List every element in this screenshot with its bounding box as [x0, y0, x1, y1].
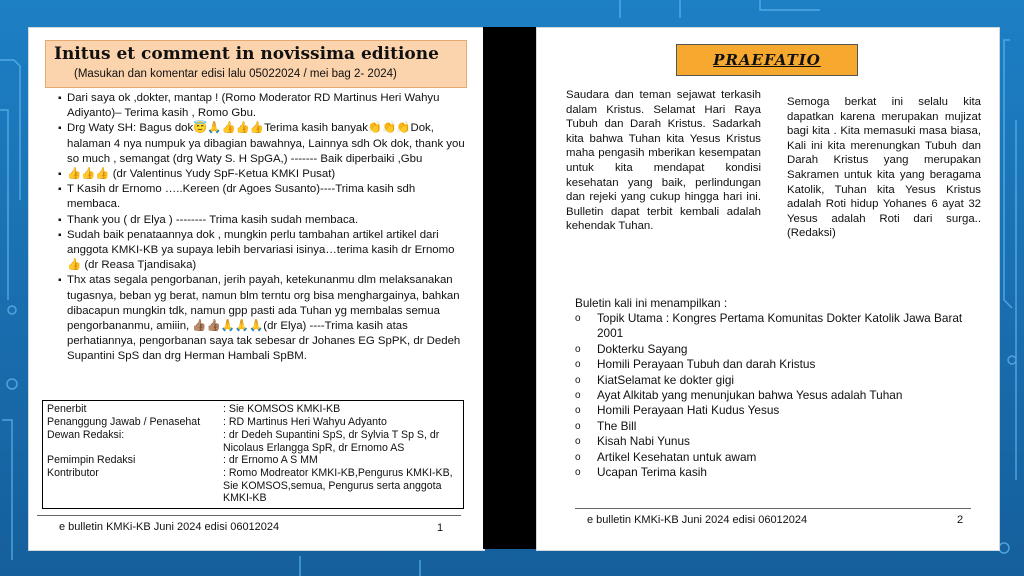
credit-value: : Sie KOMSOS KMKI-KB: [223, 403, 341, 415]
contents-item: o Dokterku Sayang: [573, 342, 973, 357]
footer-text: e bulletin KMKi-KB Juni 2024 edisi 06012024: [59, 521, 280, 533]
preface-column-2: Semoga berkat ini selalu kita dapatkan karena merupakan mujizat bagi kita . Kita memasuki masa biasa, Kali ini kita merenungkan Tubuh dan Darah Kristus yang merupakan Sakramen untuk kita yang beragama Katolik, Tuhan kita Yesus Kristus adalah Roti hidup Yohanes 6 ayat 32 Yesus adalah Roti dari surga..(Redaksi): [787, 96, 981, 240]
praefatio-title: PRAEFATIO: [713, 51, 821, 69]
comment-item: ▪ Dari saya ok ,dokter, mantap ! (Romo Moderator RD Martinus Heri Wahyu Adiyanto)– Terima kasih , Romo Gbu.: [67, 91, 469, 121]
comment-item: ▪ Thank you ( dr Elya ) -------- Trima kasih sudah membaca.: [67, 213, 469, 228]
page-subtitle: (Masukan dan komentar edisi lalu 05022024 / mei bag 2- 2024): [74, 68, 397, 80]
contents-intro: Buletin kali ini menampilkan :: [575, 296, 728, 310]
footer-divider: [575, 508, 971, 509]
contents-item: o Topik Utama : Kongres Pertama Komunitas Dokter Katolik Jawa Barat 2001: [573, 311, 973, 342]
title-box: [45, 40, 467, 88]
comment-item: ▪ T Kasih dr Ernomo …..Kereen (dr Agoes Susanto)----Trima kasih sdh membaca.: [67, 182, 469, 212]
contents-list: [573, 311, 973, 480]
page-number: 1: [437, 522, 444, 534]
credits-box: [42, 400, 464, 509]
page-1: [28, 27, 485, 551]
contents-item: o Ayat Alkitab yang menunjukan bahwa Yesus adalah Tuhan: [573, 388, 973, 403]
contents-item: o Homili Perayaan Tubuh dan darah Kristus: [573, 357, 973, 372]
credit-value: : Romo Modreator KMKI-KB,Pengurus KMKI-KB, Sie KOMSOS,semua, Pengurus serta anggota KMKI-KB: [223, 467, 453, 504]
comment-item: ▪ Drg Waty SH: Bagus dok😇🙏👍👍👍Terima kasih banyak👏👏👏Dok, halaman 4 nya numpuk ya dibagian bawahnya, Lainnya sdh Ok dok, thank you so much , semangat (drg Waty S. H SpGA,) ------- Baik diperbaiki ,Gbu: [67, 121, 469, 167]
footer-text: e bulletin KMKi-KB Juni 2024 edisi 06012024: [587, 514, 808, 526]
praefatio-box: [676, 44, 858, 76]
contents-item: o Kisah Nabi Yunus: [573, 434, 973, 449]
contents-item: o KiatSelamat ke dokter gigi: [573, 373, 973, 388]
contents-item: o Ucapan Terima kasih: [573, 465, 973, 480]
credit-label: Kontributor: [47, 467, 99, 479]
preface-column-1: Saudara dan teman sejawat terkasih dalam Kristus. Selamat Hari Raya Tubuh dan Darah Kristus. Sadarkah kita bahwa Tuhan kita Yesus Kristus maha pengasih mberikan kesempatan untuk kita mendapat kondisi kesehatan yang baik, perlindungan dan rejeki yang cukup hingga hari ini. Bulletin dapat terbit kembali adalah kehendak Tuhan.: [566, 89, 761, 233]
credit-label: Penerbit: [47, 403, 87, 415]
contents-item: o Homili Perayaan Hati Kudus Yesus: [573, 403, 973, 418]
page-2: [536, 27, 1000, 551]
page-title: Initus et comment in novissima editione: [54, 44, 439, 64]
comment-item: ▪ 👍👍👍 (dr Valentinus Yudy SpF-Ketua KMKI Pusat): [67, 167, 469, 182]
footer-divider: [37, 515, 461, 516]
credit-label: Pemimpin Redaksi: [47, 454, 136, 466]
comments-list: [59, 91, 469, 365]
credit-label: Dewan Redaksi:: [47, 429, 125, 441]
credit-value: : RD Martinus Heri Wahyu Adyanto: [223, 416, 387, 428]
comment-item: ▪ Thx atas segala pengorbanan, jerih payah, ketekunanmu dlm melaksanakan tugasnya, beban yg berat, namun blm terntu org bisa menghargainya, bahkan dibacapun mungkin tdk, namun gpp pasti ada Tuhan yg membalas semua pengorbananmu, amiiin, 👍🏽👍🏽🙏🙏🙏(dr Elya) ----Trima kasih atas perhatiannya, pengorbanan saya tak sebesar dr Johanes EG SpPK, dr Dedeh Supantini SpS dan drg Herman Hambali SpBM.: [67, 273, 469, 364]
comment-item: ▪ Sudah baik penataannya dok , mungkin perlu tambahan artikel artikel dari anggota KMKI-KB ya supaya lebih bervariasi isinya…terima kasih dr Ernomo 👍 (dr Reasa Tjandisaka): [67, 228, 469, 274]
credit-label: Penanggung Jawab / Penasehat: [47, 416, 201, 428]
contents-item: o The Bill: [573, 419, 973, 434]
page-gutter: [483, 27, 536, 549]
credit-value: : dr Dedeh Supantini SpS, dr Sylvia T Sp S, dr Nicolaus Erlangga SpR, dr Ernomo AS: [223, 429, 440, 454]
credit-value: : dr Ernomo A S MM: [223, 454, 318, 466]
contents-item: o Artikel Kesehatan untuk awam: [573, 450, 973, 465]
page-number: 2: [957, 514, 964, 526]
